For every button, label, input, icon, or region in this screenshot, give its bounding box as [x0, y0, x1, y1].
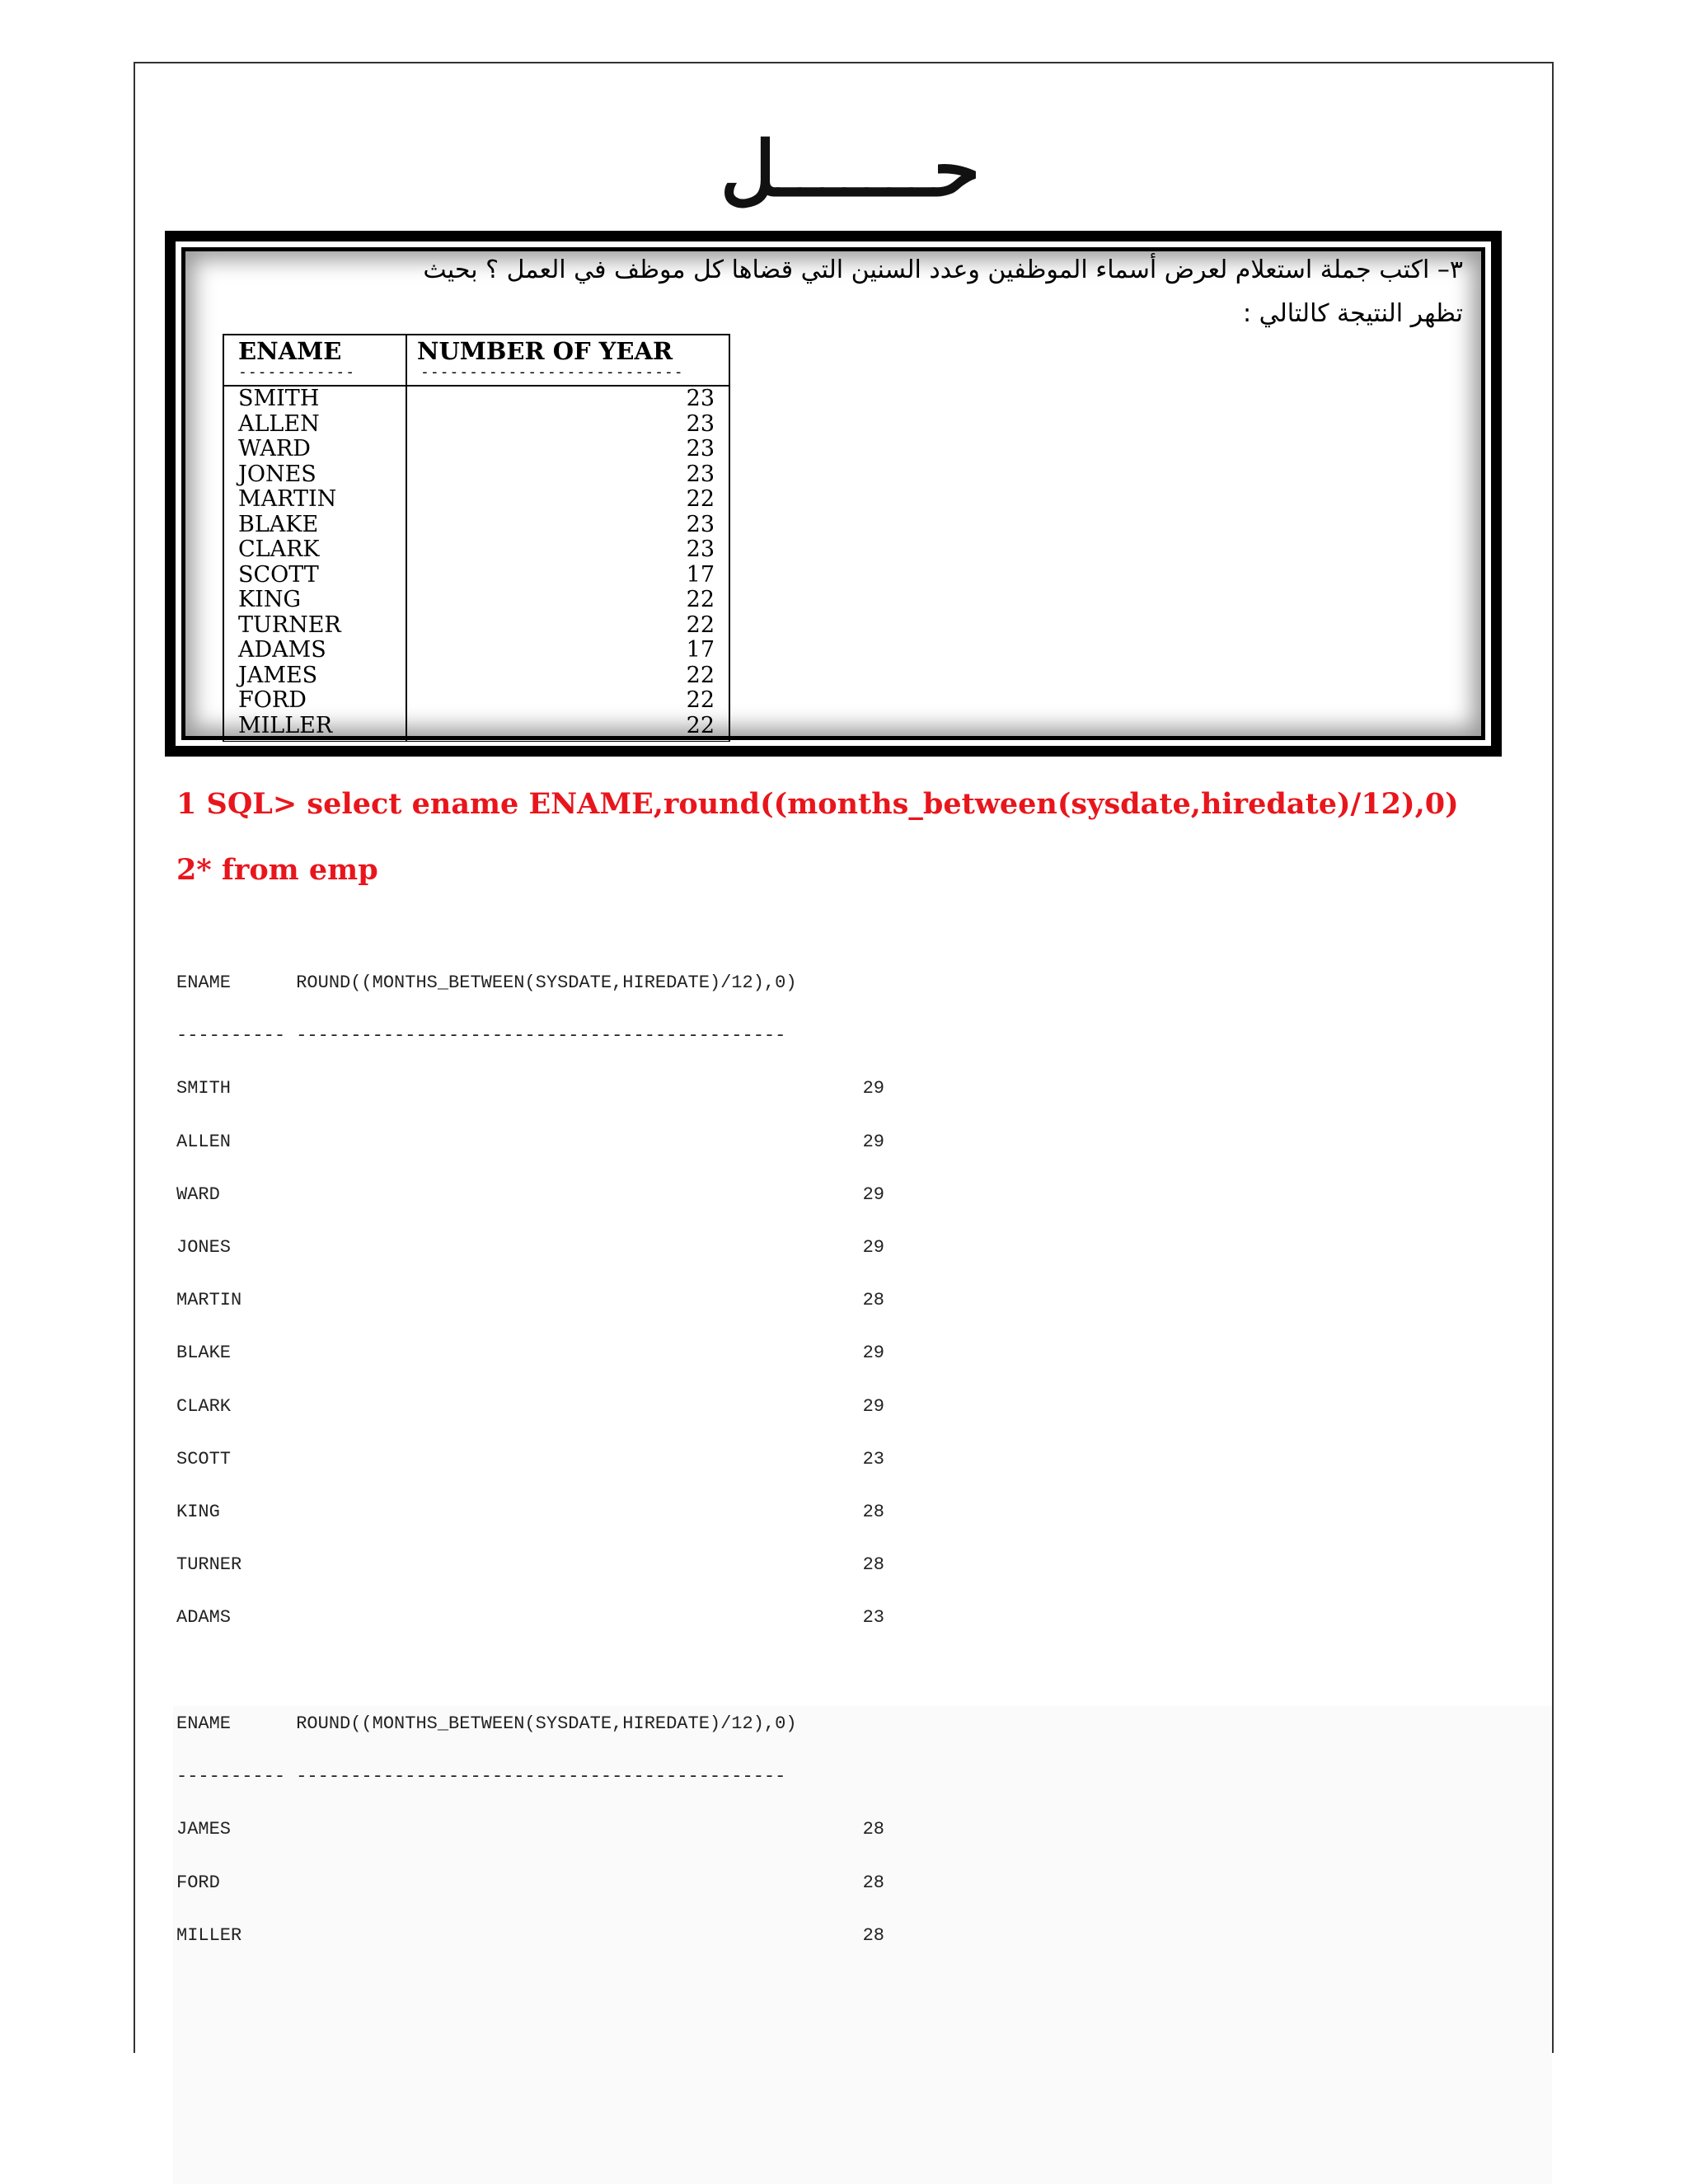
table-row	[224, 387, 729, 412]
question-content	[185, 251, 1481, 736]
output-value: 28	[862, 1554, 884, 1576]
column-underline-years: ---------------------------	[420, 363, 684, 381]
table-row	[224, 563, 729, 588]
table-row	[224, 437, 729, 462]
years-value: 17	[686, 637, 715, 663]
sql-line-1: 1 SQL> select ename ENAME,round((months_between(sysdate,hiredate)/12),0)	[176, 787, 1459, 821]
years-value: 23	[686, 511, 715, 537]
employee-name: ALLEN	[238, 410, 320, 437]
output-value: 29	[862, 1343, 884, 1364]
table-row	[224, 412, 729, 438]
years-value: 22	[686, 712, 715, 738]
years-value: 22	[686, 687, 715, 713]
output-name: CLARK	[176, 1395, 232, 1417]
output-name: JAMES	[176, 1819, 232, 1840]
years-value: 23	[686, 386, 715, 411]
years-value: 22	[686, 587, 715, 612]
output-name: ALLEN	[176, 1131, 232, 1152]
table-row	[224, 714, 729, 739]
table-row	[224, 513, 729, 538]
output-separator: ---------- ---------------------------------------------	[176, 1025, 786, 1047]
output-value: 29	[862, 1395, 884, 1417]
output-value: 23	[862, 1607, 884, 1629]
table-row	[224, 688, 729, 714]
output-name: MILLER	[176, 1924, 242, 1946]
output-value: 28	[862, 1819, 884, 1840]
output-value: 28	[862, 1872, 884, 1893]
employee-name: ADAMS	[238, 637, 326, 663]
column-header-years: NUMBER OF YEAR	[417, 337, 673, 365]
output-value: 29	[862, 1183, 884, 1205]
output-value: 23	[862, 1448, 884, 1469]
output-name: MARTIN	[176, 1290, 242, 1311]
question-box	[165, 231, 1502, 757]
column-header-ename: ENAME	[238, 337, 342, 365]
employee-name: MILLER	[238, 712, 333, 738]
employee-name: TURNER	[238, 612, 341, 638]
column-underline-ename: ------------	[238, 363, 356, 381]
years-value: 23	[686, 461, 715, 487]
employee-name: WARD	[238, 436, 311, 462]
employee-name: MARTIN	[238, 486, 337, 512]
years-value: 23	[686, 436, 715, 462]
years-value: 23	[686, 410, 715, 437]
employee-name: JONES	[238, 461, 316, 487]
question-text-line2: تظهر النتيجة كالتالي :	[1242, 299, 1463, 328]
output-name: SCOTT	[176, 1448, 232, 1469]
table-row	[224, 663, 729, 689]
years-value: 17	[686, 561, 715, 588]
employee-name: BLAKE	[238, 511, 319, 537]
page-frame-top	[134, 62, 1554, 63]
output-value: 29	[862, 1131, 884, 1152]
years-value: 22	[686, 486, 715, 512]
years-value: 22	[686, 662, 715, 688]
employee-name: SMITH	[238, 386, 320, 411]
employee-name: KING	[238, 587, 302, 612]
output-value: 28	[862, 1290, 884, 1311]
output-name: SMITH	[176, 1078, 232, 1099]
output-value: 28	[862, 1924, 884, 1946]
employee-name: JAMES	[238, 662, 318, 688]
output-value: 29	[862, 1078, 884, 1099]
output-name: WARD	[176, 1183, 220, 1205]
table-row	[224, 613, 729, 639]
employee-name: CLARK	[238, 537, 320, 562]
table-row	[224, 462, 729, 488]
output-header: ENAME ROUND((MONTHS_BETWEEN(SYSDATE,HIREDATE)/12),0)	[176, 1713, 797, 1734]
question-text-line1: ٣– اكتب جملة استعلام لعرض أسماء الموظفين وعدد السنين التي قضاها كل موظف في العمل ؟ بحيث	[423, 255, 1463, 284]
output-name: JONES	[176, 1237, 232, 1258]
years-value: 23	[686, 537, 715, 562]
page-frame-left	[134, 62, 135, 2053]
output-header: ENAME ROUND((MONTHS_BETWEEN(SYSDATE,HIREDATE)/12),0)	[176, 972, 797, 993]
solution-heading: حـــــــل	[720, 124, 981, 213]
output-name: ADAMS	[176, 1607, 232, 1629]
employee-name: SCOTT	[238, 561, 319, 588]
output-name: BLAKE	[176, 1343, 232, 1364]
page-frame-right	[1552, 62, 1554, 2053]
output-name: FORD	[176, 1872, 220, 1893]
output-separator: ---------- ---------------------------------------------	[176, 1766, 786, 1788]
expected-result-table	[223, 334, 730, 742]
output-value: 28	[862, 1502, 884, 1522]
expected-result-rows	[224, 387, 729, 738]
table-row	[224, 638, 729, 663]
years-value: 22	[686, 612, 715, 638]
table-row	[224, 588, 729, 613]
output-name: TURNER	[176, 1554, 242, 1576]
output-name: KING	[176, 1502, 220, 1522]
employee-name: FORD	[238, 687, 307, 713]
table-row	[224, 537, 729, 563]
table-row	[224, 487, 729, 513]
sql-line-2: 2* from emp	[176, 853, 378, 887]
output-value: 29	[862, 1237, 884, 1258]
